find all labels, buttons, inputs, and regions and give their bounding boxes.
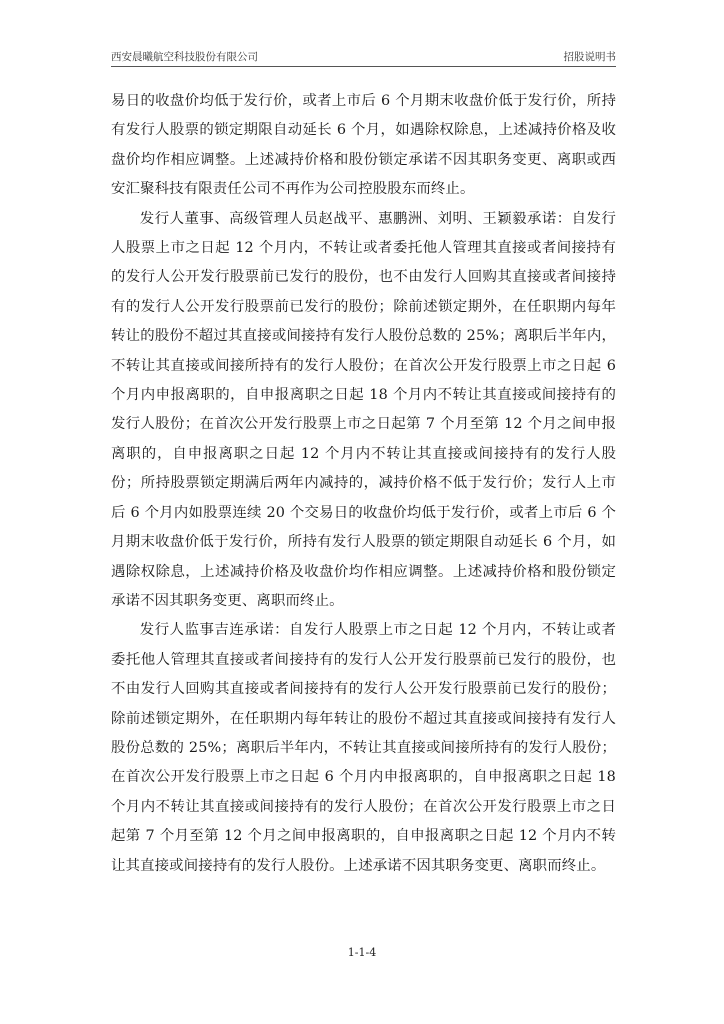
document-type: 招股说明书 [563, 51, 616, 63]
paragraph-supervisor-commitment: 发行人监事吉连承诺：自发行人股票上市之日起 12 个月内，不转让或者委托他人管理其直接或者间接持有的发行人公开发行股票前已发行的股份，也不由发行人回购其直接或者间接持有的发行人公开发行股票前已发行的股份；除前述锁定期外，在任职期内每年转让的股份不超过其直接或间接持有发行人股份总数的 25%；离职后半年内，不转让其直接或间接所持有的发行人股份；在首次公开发行股票上市之日起 6 个月内申报离职的，自申报离职之日起 18 个月内不转让其直接或间接持有的发行人股份；在首次公开发行股票上市之日起第 7 个月至第 12 个月之间申报离职的，自申报离职之日起 12 个月内不转让其直接或间接持有的发行人股份。上述承诺不因其职务变更、离职而终止。 [111, 622, 616, 874]
document-body [111, 87, 616, 881]
paragraph-continued: 易日的收盘价均低于发行价，或者上市后 6 个月期末收盘价低于发行价，所持有发行人股票的锁定期限自动延长 6 个月，如遇除权除息，上述减持价格及收盘价均作相应调整。上述减持价格和股份锁定承诺不因其职务变更、离职或西安汇聚科技有限责任公司不再作为公司控股股东而终止。 [111, 93, 616, 198]
page-header [111, 50, 616, 67]
company-name: 西安晨曦航空科技股份有限公司 [111, 51, 258, 63]
page-number: 1-1-4 [347, 946, 377, 959]
paragraph-directors-commitment: 发行人董事、高级管理人员赵战平、惠鹏洲、刘明、王颖毅承诺：自发行人股票上市之日起 12 个月内，不转让或者委托他人管理其直接或者间接持有的发行人公开发行股票前已发行的股份，也不由发行人回购其直接或者间接持有的发行人公开发行股票前已发行的股份；除前述锁定期外，在任职期内每年转让的股份不超过其直接或间接持有发行人股份总数的 25%；离职后半年内，不转让其直接或间接所持有的发行人股份；在首次公开发行股票上市之日起 6 个月内申报离职的，自申报离职之日起 18 个月内不转让其直接或间接持有的发行人股份；在首次公开发行股票上市之日起第 7 个月至第 12 个月之间申报离职的，自申报离职之日起 12 个月内不转让其直接或间接持有的发行人股份；所持股票锁定期满后两年内减持的，减持价格不低于发行价；发行人上市后 6 个月内如股票连续 20 个交易日的收盘价均低于发行价，或者上市后 6 个月期末收盘价低于发行价，所持有发行人股票的锁定期限自动延长 6 个月，如遇除权除息，上述减持价格及收盘价均作相应调整。上述减持价格和股份锁定承诺不因其职务变更、离职而终止。 [111, 210, 616, 609]
